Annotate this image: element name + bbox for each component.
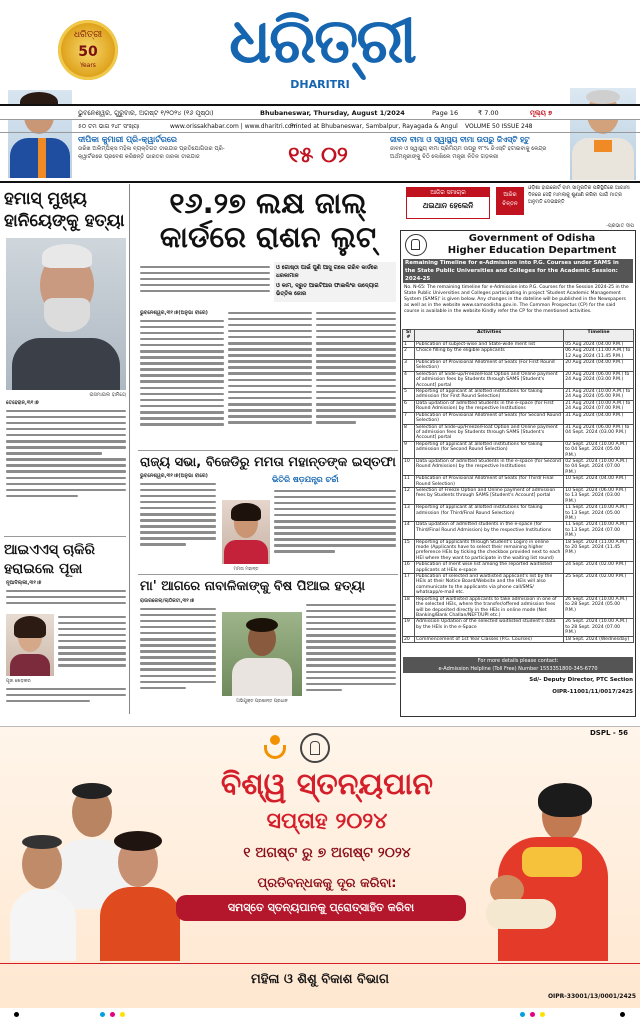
lead-body-col3 bbox=[316, 308, 396, 427]
anniversary-label: ଧରିତ୍ରୀ bbox=[73, 30, 103, 40]
table-cell: 12 bbox=[403, 487, 415, 504]
anniversary-years: Years bbox=[80, 62, 96, 69]
newspaper-logo-english: DHARITRI bbox=[290, 78, 350, 91]
website-links[interactable]: www.orissakhabar.com | www.dharitri.com bbox=[170, 123, 298, 130]
table-cell: Selection of Slide-up/Freeze/Float Option and Online payment of admission fees by Students through SAMS [Student's Account] portal bbox=[414, 424, 563, 441]
table-cell: Reporting of applicant at allotted institutions for taking admission (for Second Round Selection) bbox=[414, 441, 563, 458]
lead-headline[interactable]: ୧୬.୨୭ ଲକ୍ଷ ଜାଲ୍ କାର୍ଡରେ ରାଶନ ଲୁଟ୍ bbox=[159, 186, 377, 254]
table-cell: 26 Sept. 2024 (10.00 A.M.) to 28 Sept. 2024 (07.00 P.M.) bbox=[564, 619, 634, 636]
table-cell: Admission Updation of the selected waitlisted student's data by the HEIs in the e-Space bbox=[414, 619, 563, 636]
mamata-photo-caption: ମମତା ମହାନ୍ତ bbox=[233, 567, 259, 572]
table-row bbox=[403, 562, 634, 574]
table-row bbox=[403, 476, 634, 488]
anniversary-badge bbox=[58, 20, 118, 80]
table-cell: 13 bbox=[403, 505, 415, 522]
teaser-score: ୧୫ ୦୨ bbox=[288, 143, 348, 168]
teaser-gst[interactable] bbox=[390, 134, 566, 180]
table-cell: 4 bbox=[403, 371, 415, 388]
table-row bbox=[403, 487, 634, 504]
ad-department: ମହିଳା ଓ ଶିଶୁ ବିକାଶ ବିଭାଗ bbox=[251, 972, 389, 987]
table-row bbox=[403, 441, 634, 458]
table-row bbox=[403, 505, 634, 522]
accused-photo bbox=[222, 612, 302, 696]
notice-org: Government of Odisha bbox=[468, 233, 596, 244]
mamata-dateline: ଭୁବନେଶ୍ୱର,୩୧।୭(ଅନୁଭା ବୀରେ) bbox=[140, 473, 208, 479]
newspaper-logo[interactable]: ଧରିତ୍ରୀ bbox=[229, 4, 415, 77]
murder-body-col1 bbox=[140, 604, 216, 693]
table-cell: 25 Sept. 2024 (02.00 P.M.) bbox=[564, 574, 634, 597]
dateline-bar bbox=[0, 104, 640, 120]
table-cell: Selection of Slide-up/Freeze/Float Option and Online payment of admission fees by Students through SAMS [Student's Account] portal bbox=[414, 371, 563, 388]
hamas-body-text bbox=[6, 406, 126, 501]
murder-dateline: ରାଉରକେଲା/ଲାଠିକଟା,୩୧।୭ bbox=[140, 598, 195, 604]
lead-kicker-2: ଓ କାମ, ଦ୍ରୁତ ଆଇଟିଆର ଫାଇଲିଂର ଉଦ୍ୟୋଗ ଭିତ୍ତିକ ଜୋର bbox=[276, 283, 379, 297]
hamas-dateline: ତେହେରାନ,୩୧।୭ bbox=[6, 400, 39, 406]
table-cell: 31 Aug 2024 (06.00 P.M.) to 04 Sept. 2024 (03.00 P.M.) bbox=[564, 424, 634, 441]
pooja-body-text-3 bbox=[6, 684, 126, 706]
table-row bbox=[403, 574, 634, 597]
table-cell: 21 Aug 2024 (10.00 A.M.) to 24 Aug 2024 (05.00 P.M.) bbox=[564, 389, 634, 401]
left-column bbox=[0, 184, 130, 714]
table-cell: Commencement of 1st Year Classes (P.G. Courses) bbox=[414, 636, 563, 642]
table-cell: 17 bbox=[403, 574, 415, 597]
print-locations: Printed at Bhubaneswar, Sambalpur, Rayagada & Angul bbox=[290, 123, 458, 130]
leaders-photo bbox=[10, 779, 200, 961]
table-header-cell: Sl # bbox=[403, 330, 415, 342]
notice-code: OIPR-11001/11/0017/2425 bbox=[552, 689, 633, 695]
edition-date: Bhubaneswar, Thursday, August 1/2024 bbox=[260, 109, 405, 117]
table-cell: Selection of Freeze Option and Online payment of admission fees by Students through SAMS [Student's Account] portal bbox=[414, 487, 563, 504]
accused-photo-caption: ଅଭିଯୁକ୍ତ ପ୍ରଶାନ୍ତ ପ୍ରଧାନ bbox=[236, 699, 288, 704]
table-cell: 5 bbox=[403, 389, 415, 401]
table-cell: 18 Sept. 2024 (11.00 A.M.) to 20 Sept. 2024 (11.45 P.M.) bbox=[564, 539, 634, 562]
table-row bbox=[403, 636, 634, 642]
promo-aajira-samachar[interactable] bbox=[406, 187, 490, 219]
table-cell: 10 Sept. 2024 (06.00 P.M.) to 13 Sept. 2024 (03.00 P.M.) bbox=[564, 487, 634, 504]
odisha-emblem-icon bbox=[300, 733, 330, 763]
promo-source: -ପ୍ରଭାତ ଦୀପ bbox=[606, 223, 634, 229]
table-cell: Data updation of admitted students in the e-space (for Third/Final Round Admission) by the respective Institutions bbox=[414, 522, 563, 539]
table-cell: Publication of merit wise list among the reported waitlisted applicants at HEIs e-space bbox=[414, 562, 563, 574]
teaser-archery-body: ତାରିଖ ଅଲିମ୍ପିକ୍ସ ମହିଳା ବ୍ୟକ୍ତିଗତ ତୀରନ୍ଦାଜ ପ୍ରତିଯୋଗିତାର ପ୍ରି-କ୍ୱାର୍ଟରରେ ପ୍ରବେଶ କରିଛନ୍ତି ଭାରତର ତାରକା ତୀରନ୍ଦାଜ bbox=[78, 146, 225, 160]
volume-odia: ୫୦ ତମ ଭାଗ ୨୪୮ ସଂଖ୍ୟା bbox=[78, 123, 140, 130]
family-logo-icon bbox=[262, 735, 288, 761]
table-cell: Data updation of admitted Students in the e-space (for First Round Admission) by the respective Institutions bbox=[414, 400, 563, 412]
ad-code-top: DSPL - 56 bbox=[590, 729, 628, 737]
table-row bbox=[403, 596, 634, 619]
table-cell: 8 bbox=[403, 424, 415, 441]
table-cell: 20 Aug 2024 (04.00 P.M.) bbox=[564, 360, 634, 372]
ad-title: ବିଶ୍ୱ ସ୍ତନ୍ୟପାନ bbox=[220, 767, 434, 802]
table-row bbox=[403, 400, 634, 412]
ad-subtitle: ସପ୍ତାହ ୨୦୨୪ bbox=[266, 808, 388, 834]
notice-timeline-table bbox=[402, 329, 634, 643]
pooja-photo bbox=[6, 614, 54, 676]
government-notice bbox=[400, 230, 636, 717]
table-cell: Publication of Provisional Allotment of Seats (for Second Round Selection) bbox=[414, 412, 563, 424]
minister-photo bbox=[570, 88, 636, 180]
pooja-headline[interactable]: ଆଇଏଏସ୍ ଚାକିରି ହରାଇଲେ ପୂଜା bbox=[4, 542, 96, 577]
pooja-dateline: ନୂଆଦିଲ୍ଲୀ,୩୧।୭ bbox=[6, 580, 42, 586]
edition-odia: ଭୁବନେଶ୍ୱର, ଗୁରୁବାର, ଅଗଷ୍ଟ ୧/୨୦୨୪ (୧୬ ପୃଷ୍ଠା) bbox=[78, 109, 214, 117]
teaser-gst-title: ଜୀବନ ବୀମା ଓ ସ୍ୱାସ୍ଥ୍ୟ ବୀମା ଉପରୁ ଜିଏସ୍‌ଟି ହଟୁ bbox=[390, 135, 530, 144]
masthead bbox=[0, 0, 640, 103]
lead-body-col2 bbox=[228, 308, 312, 427]
ad-message-line1: ପ୍ରତିବନ୍ଧକକୁ ଦୂର କରିବା: bbox=[257, 876, 397, 891]
table-cell: 18 bbox=[403, 596, 415, 619]
table-row bbox=[403, 458, 634, 475]
table-cell: 11 Sept. 2024 (10.00 A.M.) to 13 Sept. 2024 (05.00 P.M.) bbox=[564, 505, 634, 522]
page-number: Page 16 bbox=[432, 109, 459, 117]
promo-text: ଓଡ଼ିଶା ହାଇକୋର୍ଟ ବାମ ସାମ୍ପ୍ରତିକ ପରିସ୍ଥିତିରେ ଆଗାମୀ ଦିନରେ ସେହି ମାମଲାକୁ ଶୁଣାଣି କରିବା ପାଇଁ ମାତ୍ର ଅନୁମତି ଦେଇଛନ୍ତି bbox=[528, 185, 630, 205]
mother-child-illustration bbox=[468, 777, 628, 961]
table-cell: 11 bbox=[403, 476, 415, 488]
promo-chintana: ଆଜିର ଚିନ୍ତନ bbox=[496, 187, 524, 215]
table-cell: Publication of Provisional Allotment of Seats (For First Round Selection) bbox=[414, 360, 563, 372]
table-row bbox=[403, 371, 634, 388]
ad-dates: ୧ ଅଗଷ୍ଟ ରୁ ୭ ଅଗଷ୍ଟ ୨୦୨୪ bbox=[243, 845, 411, 861]
promo-brand-subtitle: ଥଇଥାନ ହେଲେନି bbox=[422, 201, 474, 210]
table-cell: 14 bbox=[403, 522, 415, 539]
breastfeeding-week-ad bbox=[0, 726, 640, 1008]
murder-body-col2 bbox=[306, 600, 396, 695]
ad-code-bottom: OIPR-33001/13/0001/2425 bbox=[547, 993, 636, 1000]
hamas-photo-caption: ଇସମାଇଲ ହାନିୟେ bbox=[89, 392, 126, 398]
mamata-photo bbox=[222, 500, 270, 564]
table-row bbox=[403, 522, 634, 539]
table-cell: 2 bbox=[403, 348, 415, 360]
teaser-archery[interactable] bbox=[78, 134, 248, 180]
table-cell: 15 bbox=[403, 539, 415, 562]
right-top-promo bbox=[400, 185, 636, 231]
table-row bbox=[403, 389, 634, 401]
lead-kicker-box bbox=[140, 260, 396, 308]
table-cell: Reporting of waitlisted applicants to take admission in one of the selected HEIs, where the transfer/offered admission fees will be deposited directly in the HEIs in online mode (Net Banking/Bank Challan/NEFT/UPI etc.) bbox=[414, 596, 563, 619]
teaser-archery-title: ଦୀପିକା କୁମାରୀ ପ୍ରି-କ୍ୱାର୍ଟରରେ bbox=[78, 135, 177, 144]
table-row bbox=[403, 539, 634, 562]
table-cell: 10 bbox=[403, 458, 415, 475]
table-cell: 26 Sept. 2024 (10.00 A.M.) to 28 Sept. 2024 (05.00 P.M.) bbox=[564, 596, 634, 619]
table-cell: 31 Aug 2024 (04.00 P.M.) bbox=[564, 412, 634, 424]
pooja-body-text-2 bbox=[58, 612, 126, 670]
mamata-body-col1 bbox=[140, 479, 216, 550]
hamas-photo bbox=[6, 238, 126, 390]
odisha-emblem-icon bbox=[405, 234, 427, 256]
table-cell: 20 bbox=[403, 636, 415, 642]
table-cell: 3 bbox=[403, 360, 415, 372]
price-odia: ମୂଲ୍ୟ ୭ bbox=[530, 109, 553, 117]
table-header-cell: Activities bbox=[414, 330, 563, 342]
table-row bbox=[403, 412, 634, 424]
price: ₹ 7.00 bbox=[478, 109, 499, 117]
table-cell: 10 Sept. 2024 (04.00 P.M.) bbox=[564, 476, 634, 488]
table-cell: Reporting of applicants through Student's Login) in online mode (Applicants have to select their remaining higher preference HEIs by ticking the checkbox provided next to each HEI where they want to participate in the waiting list round) bbox=[414, 539, 563, 562]
murder-headline[interactable]: ମା' ଆଗରେ ନାବାଳିକାଙ୍କୁ ବିଷ ପିଆଇ ହତ୍ୟା bbox=[140, 579, 365, 594]
table-cell: 06 Aug 2024 (11.00 A.M.) to 12 Aug 2024 (11.45 P.M.) bbox=[564, 348, 634, 360]
anniversary-number: 50 bbox=[78, 44, 98, 60]
publication-bar bbox=[0, 120, 640, 133]
table-cell: 24 Sept. 2024 (02.00 P.M.) bbox=[564, 562, 634, 574]
mamata-subhead: ଭିତିରି ଷଡ଼ଯନ୍ତ୍ର ଚର୍ଚ୍ଚା bbox=[272, 475, 339, 484]
table-cell: 02 Sept. 2024 (10.00 A.M.) to 04 Sept. 2024 (05.00 P.M.) bbox=[564, 441, 634, 458]
lead-body-col1 bbox=[140, 316, 224, 429]
table-cell: 7 bbox=[403, 412, 415, 424]
lead-kicker-1: ଓ ଗୋଷ୍ଠୀ ପାଇଁ ପୁଣି ଆସୁ ଗଲେ ଗରିବ କାର୍ଡରେ ଧରକାମାଳ bbox=[276, 265, 378, 279]
notice-dept: Higher Education Department bbox=[447, 245, 617, 256]
teaser-gst-body: ଜୀବନ ଓ ସ୍ୱାସ୍ଥ୍ୟ ବୀମା ପ୍ରିମିୟମ ଉପରୁ ୧୮% ଜିଏସ୍‌ଟି ହଟାଇବାକୁ କେନ୍ଦ୍ର ଅର୍ଥମନ୍ତ୍ରୀଙ୍କୁ ଚିଠି ଲେଖିଲେ ମନ୍ତ୍ରୀ ନିତିନ ଗଡ଼କରୀ bbox=[390, 146, 547, 160]
table-cell: Publication of subject-wise and State-wide merit list bbox=[414, 341, 563, 347]
table-row bbox=[403, 424, 634, 441]
table-row bbox=[403, 341, 634, 347]
table-cell: Reporting of applicant at allotted institutions for taking admission (for Third/Final Round Selection) bbox=[414, 505, 563, 522]
table-header-cell: Timeline bbox=[564, 330, 634, 342]
masthead-divider bbox=[0, 181, 640, 183]
notice-subject: Remaining Timeline for e-Admission into P.G. Courses under SAMS in the State Public Universities and Colleges for the Academic Session: 2024-25 bbox=[403, 259, 633, 283]
table-cell: 11 Sept. 2024 (10.00 A.M.) to 13 Sept. 2024 (07.00 P.M.) bbox=[564, 522, 634, 539]
table-cell: 16 bbox=[403, 562, 415, 574]
table-cell: 21 Aug 2024 (10.00 A.M.) to 24 Aug 2024 (07.00 P.M.) bbox=[564, 400, 634, 412]
table-cell: 20 Aug 2024 (06.00 P.M.) to 24 Aug 2024 (03.00 P.M.) bbox=[564, 371, 634, 388]
notice-table-wrap bbox=[402, 329, 634, 643]
notice-contact-label: For more details please contact: bbox=[477, 658, 559, 664]
notice-helpline: e-Admission Helpline (Toll Free) Number 1553351800-345-6770 bbox=[438, 666, 598, 672]
notice-contact bbox=[403, 657, 633, 673]
table-cell: Publication of selected and waitlisted applicant's list by the HEIs at their Notice Board/Website and the HEIs will also communicate to the applicants via phone call/SMS/ whatsapp/e-mail etc. bbox=[414, 574, 563, 597]
table-cell: 18 Sept. 2024 (Wednesday) bbox=[564, 636, 634, 642]
table-row bbox=[403, 360, 634, 372]
lead-kickers bbox=[274, 262, 396, 302]
table-cell: 19 bbox=[403, 619, 415, 636]
table-row bbox=[403, 619, 634, 636]
table-cell: 1 bbox=[403, 341, 415, 347]
table-cell: Data updation of admitted Students in the e-space (for Second Round Admission) by the respective Institutions bbox=[414, 458, 563, 475]
table-row bbox=[403, 348, 634, 360]
notice-signatory: Sd/- Deputy Director, PTC Section bbox=[529, 677, 633, 683]
pooja-photo-caption: ପୂଜା ଖେଡ଼କର bbox=[6, 679, 31, 684]
promo-brand: ଆଜିର ସମାଚାର bbox=[407, 188, 489, 197]
mamata-body-col2 bbox=[274, 486, 396, 557]
table-cell: Reporting of applicant at allotted institutions for taking admission (for First Round Selection) bbox=[414, 389, 563, 401]
ad-message-banner: ସମସ୍ତେ ସ୍ତନ୍ୟପାନକୁ ପ୍ରୋତ୍ସାହିତ କରିବା bbox=[176, 895, 466, 921]
table-cell: 02 Sept. 2024 (10.00 A.M.) to 04 Sept. 2024 (07.00 P.M.) bbox=[564, 458, 634, 475]
print-registration-strip bbox=[0, 1010, 640, 1018]
notice-intro: No. N-65: The remaining timeline for e-Admission into P.G. Courses for the Session 2024-25 in the State Public Universities and Colleges participating in project 'Student Academic Management System (SAMS)' is given below. Any changes in the dateline will be published in the Newspapers as well as in the website www.samsodisha.gov.in. The Common Prospectus (CP) for the said course is available in the website Kindly refer the CP for the mentioned activities. bbox=[404, 285, 629, 314]
table-cell: Publication of Provisional Allotment of Seats (for Third/ Final Round Selection) bbox=[414, 476, 563, 488]
mamata-headline[interactable]: ରାଜ୍ୟ ସଭା, ବିଜେଡିରୁ ମମତା ମହାନ୍ତଙ୍କ ଇସ୍ତଫା bbox=[140, 455, 396, 470]
table-cell: 05 Aug 2024 (04.00 P.M.) bbox=[564, 341, 634, 347]
table-cell: Choice filling by the eligible applicants bbox=[414, 348, 563, 360]
table-cell: 9 bbox=[403, 441, 415, 458]
table-cell: 6 bbox=[403, 400, 415, 412]
pooja-body-text bbox=[6, 586, 126, 608]
lead-dateline: ଭୁବନେଶ୍ୱର,୩୧।୭(ଅନୁଭା ବୀରେ) bbox=[140, 310, 208, 316]
hamas-headline[interactable]: ହମାସ୍ ମୁଖ୍ୟ ହାନିୟେଙ୍କୁ ହତ୍ୟା bbox=[4, 189, 125, 231]
lead-text-intro bbox=[140, 262, 270, 300]
volume-issue: VOLUME 50 ISSUE 248 bbox=[465, 123, 533, 130]
